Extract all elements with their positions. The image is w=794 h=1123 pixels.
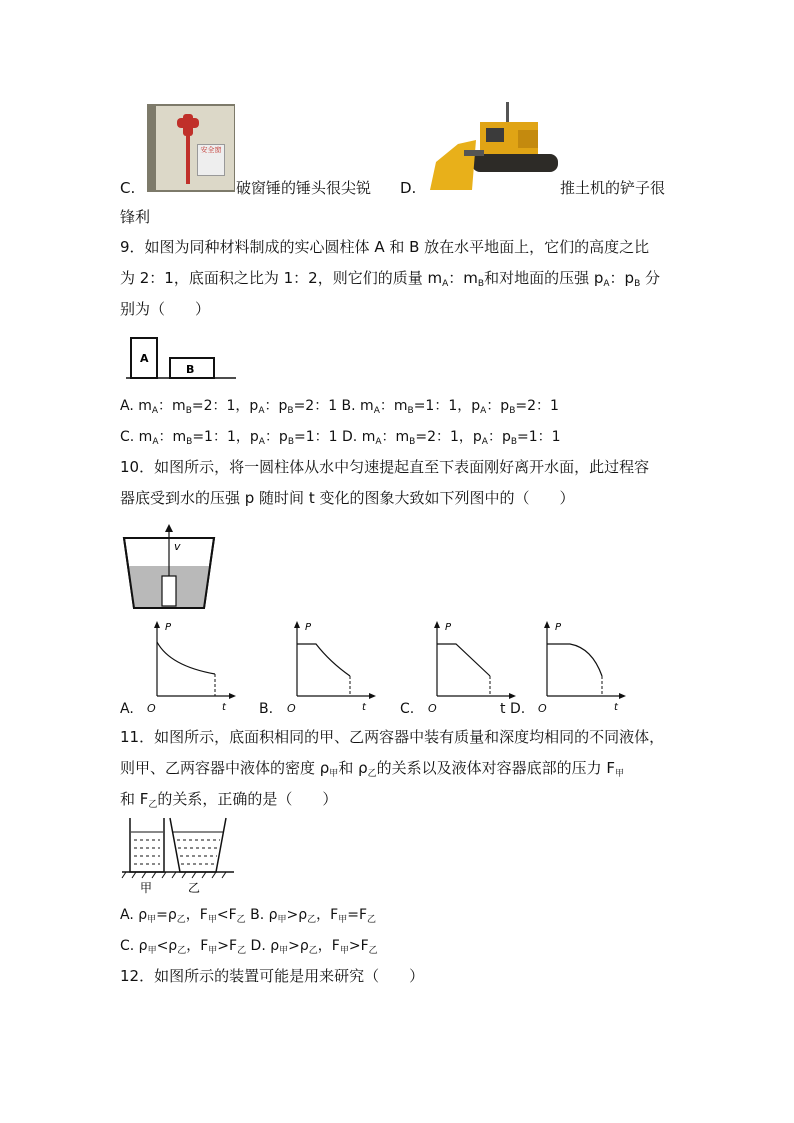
q10-graph-d xyxy=(530,618,630,713)
q10-graph-a xyxy=(140,618,240,713)
bulldozer-image xyxy=(428,100,560,192)
q11-options-cd: C. $\rho_甲<\rho_乙$，$F_甲>F_乙$ D. $\rho_甲>\rho_乙$，$F_甲>F_乙$ xyxy=(120,938,378,956)
svg-text:P: P xyxy=(555,622,562,633)
svg-text:t: t xyxy=(222,702,226,713)
q10-line2: 器底受到水的压强 p 随时间 t 变化的图象大致如下列图中的（ ） xyxy=(120,489,575,507)
q9-options-ab: A. $m_A$：$m_B=2$：1，$p_A$：$p_B=2$：1 B. $m_A$：$m_B=1$：1，$p_A$：$p_B=2$：1 xyxy=(120,398,559,416)
q9-line2: 为 2：1，底面积之比为 1：2，则它们的质量 $m_A$：$m_B$和对地面的压强 $p_A$：$p_B$ 分 xyxy=(120,269,661,289)
option-d-label: D. xyxy=(400,179,417,197)
origin-c: O xyxy=(428,702,437,715)
q10-line1: 10．如图所示，将一圆柱体从水中匀速提起直至下表面刚好离开水面，此过程容 xyxy=(120,458,650,476)
q9-cylinders-figure xyxy=(120,334,240,382)
hammer-sign: 安全窗 xyxy=(197,144,225,176)
hammer-image xyxy=(147,104,235,192)
q11-line3: 和 $F_乙$的关系，正确的是（ ） xyxy=(120,790,338,810)
q10-graph-c xyxy=(420,618,520,706)
q11-options-ab: A. $\rho_甲=\rho_乙$，$F_甲<F_乙$ B. $\rho_甲>\rho_乙$，$F_甲=F_乙$ xyxy=(120,907,377,925)
q9-line3: 别为（ ） xyxy=(120,300,211,318)
cylinder-b-label: B xyxy=(186,363,195,376)
origin-d: O xyxy=(538,702,547,715)
q12-line1: 12．如图所示的装置可能是用来研究（ ） xyxy=(120,967,425,985)
q9-line1: 9．如图为同种材料制成的实心圆柱体 A 和 B 放在水平地面上，它们的高度之比 xyxy=(120,238,650,256)
svg-text:P: P xyxy=(165,622,172,633)
q11-containers-figure xyxy=(120,814,236,896)
q10-graph-b xyxy=(280,618,380,713)
graph-d-label: t D. xyxy=(500,701,526,717)
q11-line1: 11．如图所示，底面积相同的甲、乙两容器中装有质量和深度均相同的不同液体， xyxy=(120,728,665,746)
origin-a: O xyxy=(147,702,156,715)
cylinder-a-label: A xyxy=(140,352,149,365)
velocity-label: v xyxy=(174,540,181,553)
origin-b: O xyxy=(287,702,296,715)
graph-c-label: C. xyxy=(400,701,415,717)
q11-line2: 则甲、乙两容器中液体的密度 $\rho_甲$和 $\rho_乙$的关系以及液体对容器底部的压力 $F_甲$ xyxy=(120,759,625,779)
svg-text:t: t xyxy=(614,702,618,713)
svg-text:t: t xyxy=(362,702,366,713)
option-c-text: 破窗锤的锤头很尖锐 xyxy=(236,179,372,197)
graph-a-label: A. xyxy=(120,701,134,717)
svg-text:P: P xyxy=(305,622,312,633)
svg-text:P: P xyxy=(445,622,452,633)
container-jia-label: 甲 xyxy=(140,881,153,895)
q9-options-cd: C. $m_A$：$m_B=1$：1，$p_A$：$p_B=1$：1 D. $m_A$：$m_B=2$：1，$p_A$：$p_B=1$：1 xyxy=(120,429,561,447)
option-c-label: C. xyxy=(120,179,136,197)
option-d-text: 推土机的铲子很 xyxy=(560,179,666,197)
graph-b-label: B. xyxy=(259,701,274,717)
q10-container-figure xyxy=(120,524,220,612)
container-yi-label: 乙 xyxy=(188,881,201,895)
option-d-text-cont: 锋利 xyxy=(120,208,151,226)
